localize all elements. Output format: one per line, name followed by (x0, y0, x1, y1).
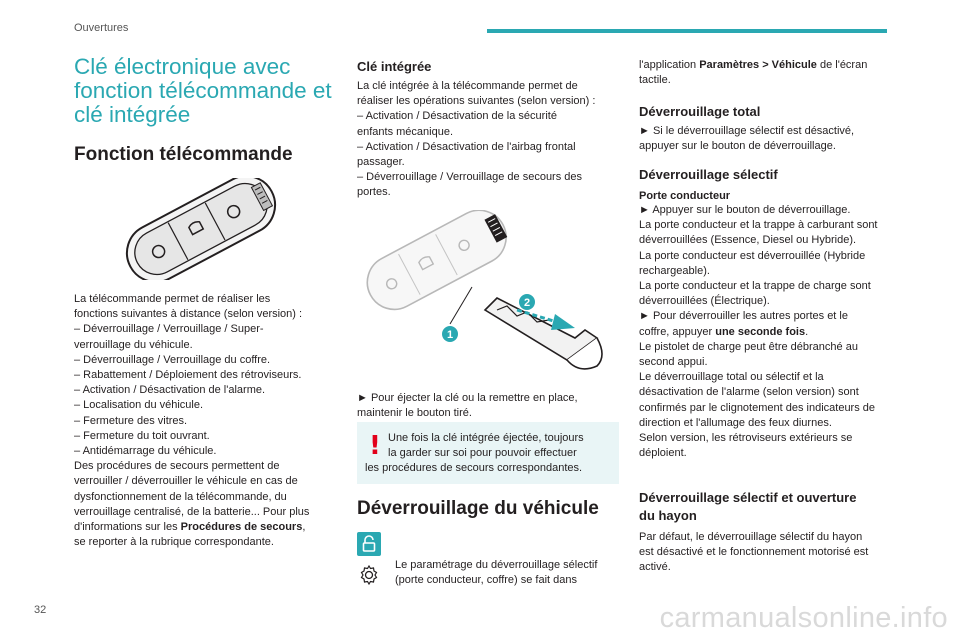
emergency-procedures-link-text: Procédures de secours (180, 521, 303, 534)
body-line: Le paramétrage du déverrouillage sélectif (395, 559, 598, 571)
body-line: maintenir le bouton tiré. (357, 407, 472, 420)
text-run: , (302, 521, 306, 534)
text-run: d'informations sur les (74, 521, 181, 534)
body-line: La clé intégrée à la télécommande permet de (357, 80, 578, 92)
body-line: (porte conducteur, coffre) se fait dans (395, 574, 578, 587)
callout-1-label: 1 (446, 329, 454, 341)
settings-path-text (639, 58, 914, 88)
body-line: déverrouillées (Essence, Diesel ou Hybride). (639, 234, 857, 247)
body-line: – Activation / Désactivation de l'alarme. (74, 384, 266, 397)
body-line: – Rabattement / Déploiement des rétroviseurs. (74, 369, 302, 382)
integrated-key-body (357, 79, 627, 201)
remote-function-heading: Fonction télécommande (74, 144, 293, 165)
body-line: Selon version, les rétroviseurs extérieurs se (639, 432, 853, 445)
body-line: – Déverrouillage / Verrouillage du coffre. (74, 353, 271, 366)
total-unlock-heading: Déverrouillage total (639, 104, 761, 119)
text-run: de l'écran (816, 59, 868, 71)
body-line: second appui. (639, 356, 708, 369)
body-line: – Fermeture des vitres. (74, 414, 188, 427)
body-line: verrouiller / déverrouiller le véhicule en cas de (74, 475, 298, 488)
body-line: fonctions suivantes à distance (selon version) : (74, 308, 303, 321)
body-line (639, 325, 914, 340)
settings-gear-icon (357, 563, 381, 587)
selective-unlock-heading: Déverrouillage sélectif (639, 167, 778, 182)
watermark: carmanualsonline.info (659, 602, 948, 634)
body-line: dysfonctionnement de la télécommande, du (74, 490, 287, 503)
body-line: – Déverrouillage / Verrouillage de secours des (357, 171, 583, 184)
body-line: – Activation / Désactivation de l'airbag frontal (357, 140, 576, 153)
text-run: l'application (639, 59, 700, 71)
body-line: La porte conducteur est déverrouillée (Hybride (639, 249, 866, 262)
warning-line: Une fois la clé intégrée éjectée, toujours (388, 432, 584, 444)
body-line: déverrouillées (Électrique). (639, 295, 770, 308)
body-line: – Fermeture du toit ouvrant. (74, 429, 210, 442)
body-line: tactile. (639, 74, 671, 87)
body-line: enfants mécanique. (357, 125, 454, 138)
body-line: désactivation de l'alarme (selon version) sont (639, 386, 859, 399)
body-line: ► Pour éjecter la clé ou la remettre en place, (357, 392, 578, 404)
driver-door-subheading: Porte conducteur (639, 190, 731, 202)
body-line: verrouillage centralisé, de la batterie... Pour plus (74, 505, 310, 518)
body-line: Le déverrouillage total ou sélectif et la (639, 371, 824, 384)
integrated-key-heading: Clé intégrée (357, 59, 432, 74)
heading-line: du hayon (639, 508, 697, 523)
tailgate-unlock-heading (639, 489, 856, 525)
section-title: Ouvertures (74, 22, 129, 34)
body-line: – Déverrouillage / Verrouillage / Super- (74, 323, 264, 336)
body-line: portes. (357, 186, 391, 199)
body-line: – Localisation du véhicule. (74, 399, 204, 412)
heading-line: Déverrouillage sélectif et ouverture (639, 490, 857, 505)
unlock-settings-text (395, 558, 625, 588)
body-line: confirmés par le clignotement des indicateurs de (639, 401, 876, 414)
text-run: coffre, appuyer (639, 325, 716, 338)
body-line: La télécommande permet de réaliser les (74, 293, 271, 305)
total-unlock-body (639, 124, 914, 154)
body-line: direction et l'allumage des feux diurnes. (639, 416, 832, 429)
page-number: 32 (34, 604, 47, 616)
body-line: – Activation / Désactivation de la sécurité (357, 110, 557, 123)
page-title (74, 55, 344, 127)
body-line: est désactivé et le fonctionnement motorisé est (639, 546, 869, 559)
body-line: appuyer sur le bouton de déverrouillage. (639, 140, 836, 153)
body-line: passager. (357, 156, 405, 169)
header-accent-bar (487, 29, 887, 33)
body-line: activé. (639, 561, 671, 574)
unlocking-section-heading: Déverrouillage du véhicule (357, 498, 599, 519)
body-line: – Antidémarrage du véhicule. (74, 445, 217, 458)
body-line: Des procédures de secours permettent de (74, 460, 280, 473)
warning-line: les procédures de secours correspondantes. (365, 462, 583, 475)
key-ejection-illustration (357, 210, 619, 382)
body-line: La porte conducteur et la trappe de charge sont (639, 280, 871, 293)
warning-icon: ! (369, 431, 381, 461)
tailgate-unlock-body (639, 530, 914, 576)
title-line: fonction télécommande et (74, 78, 332, 103)
eject-instructions (357, 391, 627, 421)
remote-key-illustration (117, 178, 285, 280)
body-line: Le pistolet de charge peut être débranché au (639, 340, 858, 353)
body-line: La porte conducteur et la trappe à carburant sont (639, 219, 878, 232)
body-line (74, 520, 344, 535)
body-line: déploient. (639, 447, 687, 460)
body-line: ► Appuyer sur le bouton de déverrouillage. (639, 204, 851, 216)
remote-function-body (74, 292, 344, 550)
body-line: rechargeable). (639, 264, 710, 277)
title-line: Clé électronique avec (74, 54, 291, 79)
unlock-icon (357, 532, 381, 556)
warning-line: la garder sur soi pour pouvoir effectuer (388, 447, 577, 460)
text-run: . (805, 325, 809, 338)
body-line: verrouillage du véhicule. (74, 338, 193, 351)
callout-2-label: 2 (523, 297, 531, 309)
warning-text (365, 431, 618, 477)
body-line: réaliser les opérations suivantes (selon version) : (357, 95, 596, 108)
body-line: se reporter à la rubrique correspondante. (74, 536, 274, 549)
title-line: clé intégrée (74, 102, 191, 127)
settings-vehicle-path: Paramètres > Véhicule (699, 59, 817, 71)
body-line: ► Si le déverrouillage sélectif est désactivé, (639, 125, 855, 137)
selective-unlock-body (639, 203, 914, 461)
body-line (639, 58, 914, 73)
emphasis-text: une seconde fois (715, 325, 806, 338)
body-line: Par défaut, le déverrouillage sélectif du hayon (639, 531, 863, 543)
body-line: ► Pour déverrouiller les autres portes et le (639, 310, 848, 323)
